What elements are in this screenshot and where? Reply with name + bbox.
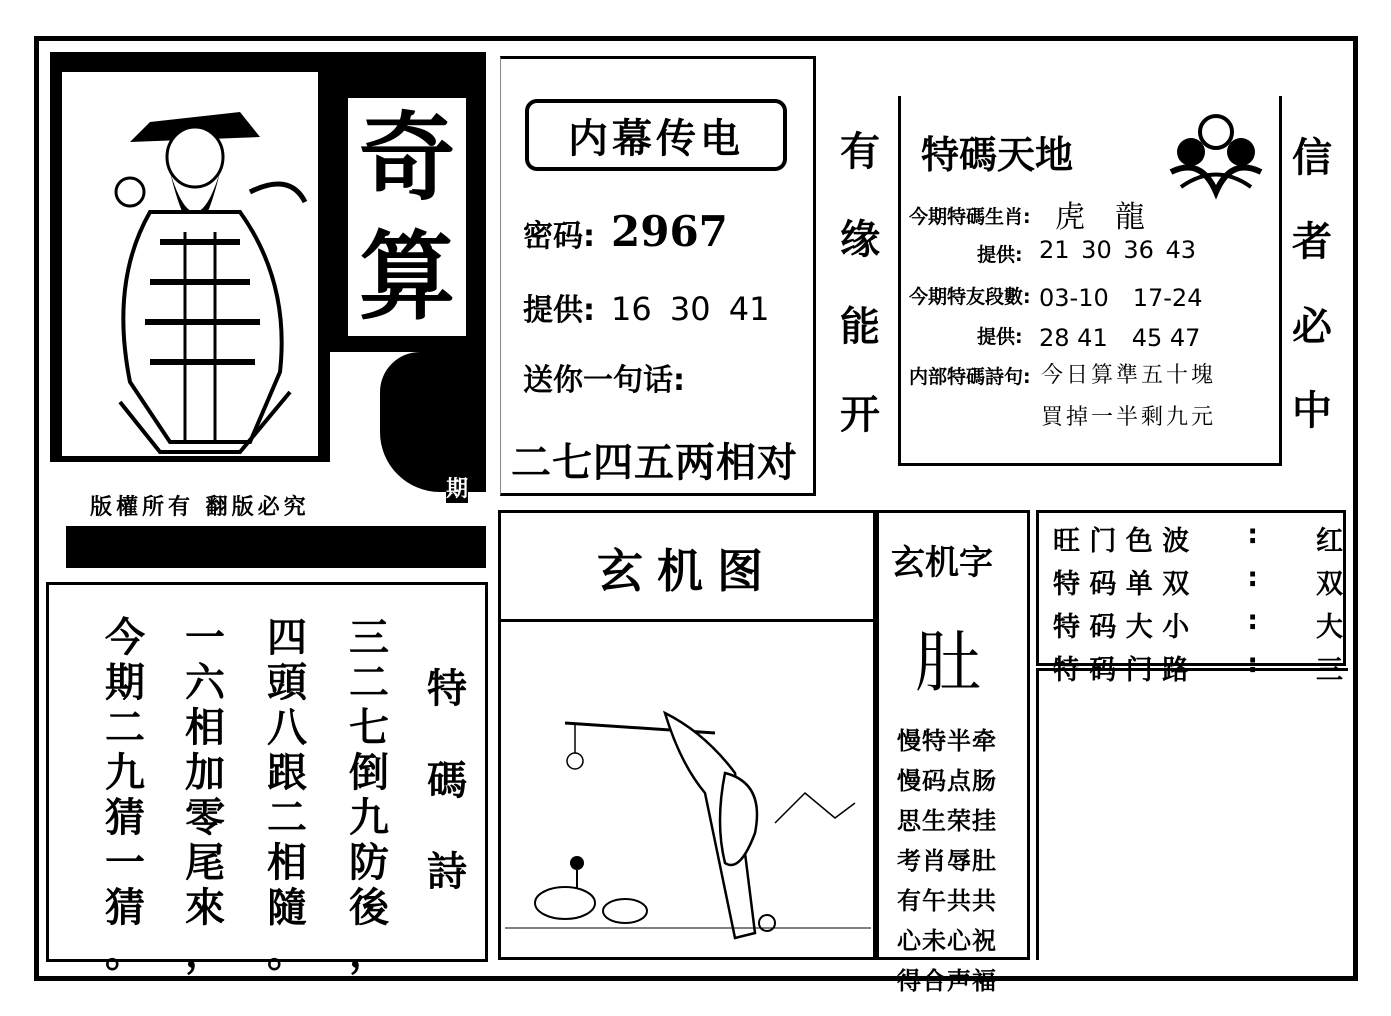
poem-char: 八	[267, 704, 307, 751]
xuanji-tu-panel	[498, 510, 876, 960]
poem-char: 一	[185, 614, 225, 661]
youyuan-char: 有	[840, 129, 880, 175]
stat-value: 大	[1315, 612, 1343, 643]
zodiac-label: 今期特碼生肖:	[909, 206, 1031, 228]
poem-char: 猜	[105, 884, 145, 931]
poem-char: 零	[185, 794, 225, 841]
flower-icon	[1161, 102, 1271, 202]
xuanji-zi-line: 心未心祝	[897, 927, 997, 955]
youyuan-char: 能	[840, 304, 880, 351]
provide2-value: 28 41 45 47	[1039, 324, 1201, 352]
password-value: 2967	[611, 207, 728, 256]
segments-label: 今期特友段數:	[909, 286, 1031, 308]
poem-column	[175, 615, 235, 975]
title-char: 奇	[359, 100, 455, 214]
stat-label: 特 码 门 路	[1053, 655, 1190, 686]
stat-row	[1053, 519, 1343, 558]
poem-char: 相	[185, 704, 225, 751]
xuanji-zi-line: 得合声福	[897, 967, 997, 995]
send-value: 二七四五两相对	[511, 440, 798, 486]
poem-label: 内部特碼詩句:	[909, 366, 1031, 388]
provide1-value: 21 30 36 43	[1039, 236, 1197, 264]
tema-tiandi-title: 特碼天地	[921, 133, 1074, 177]
stat-colon: :	[1247, 519, 1258, 550]
xinzhe-char: 者	[1292, 219, 1332, 266]
poem-char: 九	[349, 794, 389, 841]
poem-title	[417, 657, 477, 897]
youyuan-char: 缘	[840, 216, 880, 263]
xinzhe-char: 中	[1292, 387, 1332, 434]
provide1-label: 提供:	[977, 244, 1023, 266]
poem-line-2: 買掉一半剩九元	[1041, 405, 1217, 430]
poem-char: 加	[185, 749, 225, 796]
stat-colon: :	[1247, 605, 1258, 636]
send-label: 送你一句话:	[523, 363, 685, 398]
xinzhe-column	[1282, 126, 1342, 436]
poem-char: 來	[185, 884, 225, 931]
poem-char: 隨	[267, 884, 307, 931]
poem-char: 頭	[267, 659, 307, 706]
poem-title-char: 詩	[427, 848, 467, 895]
period-mark: 期	[446, 472, 468, 503]
poem-column	[339, 615, 399, 975]
poem-char: 後	[349, 884, 389, 931]
poem-char: 二	[349, 659, 389, 706]
xinzhe-char: 必	[1292, 303, 1332, 350]
copyright-text: 版權所有 翻版必究	[90, 494, 310, 520]
stat-row	[1053, 605, 1343, 644]
poem-char: 七	[349, 704, 389, 751]
xuanji-zi-line: 考肖辱肚	[897, 847, 997, 875]
poem-char: 期	[105, 659, 145, 706]
xuanji-tu-title: 玄机图	[597, 544, 777, 598]
segments-value: 03-10 17-24	[1039, 284, 1203, 312]
xuanji-zi-line: 思生荣挂	[897, 807, 997, 835]
poem-char: 尾	[185, 839, 225, 886]
stat-value: 双	[1315, 569, 1343, 600]
poem-char: 三	[349, 614, 389, 661]
provide-label: 提供:	[523, 293, 595, 328]
poem-column	[257, 615, 317, 975]
poem-char: 相	[267, 839, 307, 886]
stat-colon: :	[1247, 648, 1258, 679]
neimu-panel	[500, 56, 816, 496]
poem-char: 六	[185, 659, 225, 706]
stat-colon: :	[1247, 562, 1258, 593]
xuanji-zi-title: 玄机字	[891, 543, 993, 583]
empty-panel	[1036, 668, 1348, 960]
poem-char: 今	[105, 614, 145, 661]
poem-char: 二	[267, 794, 307, 841]
youyuan-char: 开	[840, 391, 880, 438]
poem-title-char: 特	[427, 665, 467, 712]
poem-char: 。	[267, 929, 307, 976]
poem-char: 猜	[105, 794, 145, 841]
youyuan-column	[830, 120, 890, 440]
tema-tiandi-panel	[898, 96, 1282, 466]
poem-column	[95, 615, 155, 975]
stat-row	[1053, 562, 1343, 601]
stat-label: 旺 门 色 波	[1053, 526, 1190, 557]
stat-value: 三	[1315, 655, 1343, 686]
provide2-label: 提供:	[977, 326, 1023, 348]
poem-char: 。	[105, 929, 145, 976]
xinzhe-char: 信	[1292, 135, 1332, 181]
poem-char: ，	[349, 929, 389, 976]
poem-char: ，	[185, 929, 225, 976]
stat-value: 红	[1315, 526, 1343, 557]
poem-panel	[46, 582, 488, 976]
xuanji-zi-char: 肚	[915, 624, 981, 701]
poem-char: 跟	[267, 749, 307, 796]
xuanji-zi-line: 慢特半牵	[897, 727, 997, 755]
poem-char: 二	[105, 704, 145, 751]
deity-illustration	[90, 82, 310, 462]
neimu-title: 内幕传电	[525, 99, 787, 171]
poem-char: 一	[105, 839, 145, 886]
poem-char: 四	[267, 614, 307, 661]
xuanji-illustration	[505, 703, 871, 953]
poem-char: 防	[349, 839, 389, 886]
stats-panel	[1036, 510, 1346, 686]
poem-line-1: 今日算準五十塊	[1041, 363, 1217, 388]
provide-value: 16 30 41	[611, 290, 770, 328]
title-char: 算	[359, 219, 455, 333]
deity-panel	[50, 52, 486, 568]
zodiac-value: 虎 龍	[1055, 200, 1145, 235]
poem-char: 倒	[349, 749, 389, 796]
poem-title-char: 碼	[427, 756, 467, 804]
xuanji-zi-panel	[876, 510, 1030, 995]
xuanji-zi-line: 慢码点肠	[897, 767, 997, 795]
stat-label: 特 码 大 小	[1053, 612, 1190, 643]
stat-label: 特 码 单 双	[1053, 569, 1190, 600]
xuanji-zi-line: 有午共共	[897, 887, 997, 915]
poem-char: 九	[105, 749, 145, 796]
password-label: 密码:	[523, 219, 595, 254]
